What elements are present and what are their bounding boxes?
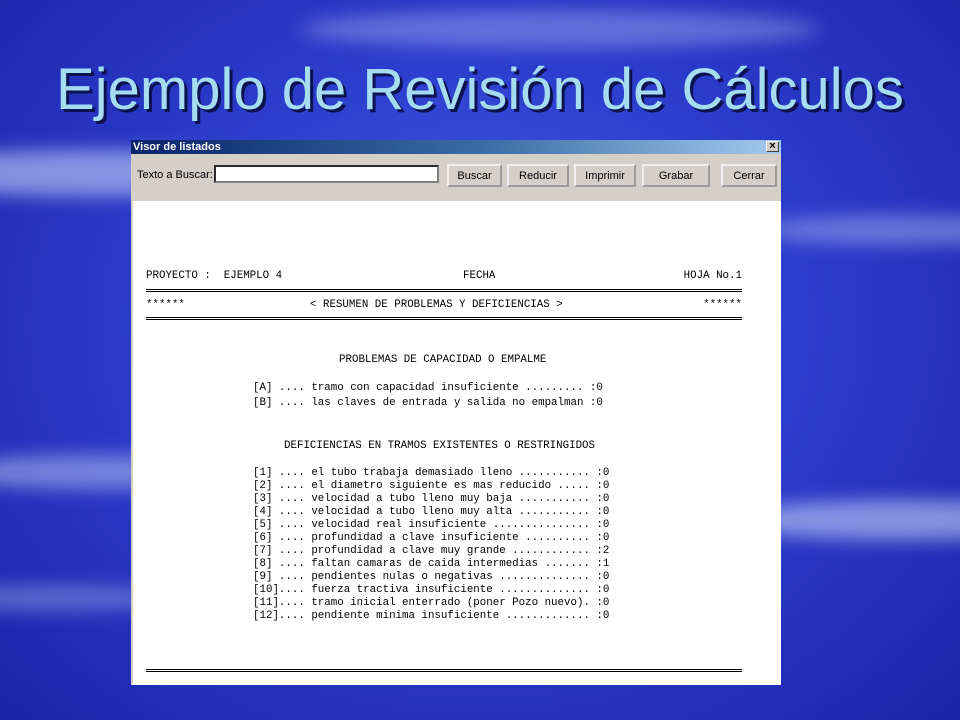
- deficiency-item: [11].... tramo inicial enterrado (poner Pozo nuevo). :0: [253, 597, 610, 609]
- deficiency-item: [8] .... faltan camaras de caida intermedias ....... :1: [253, 558, 610, 570]
- background-streak: [300, 10, 820, 48]
- summary-marker-left: ******: [146, 299, 185, 311]
- deficiency-item: [3] .... velocidad a tubo lleno muy baja ........... :0: [253, 493, 610, 505]
- sheet-number: HOJA No.1: [683, 270, 742, 282]
- deficiency-item: [6] .... profundidad a clave insuficiente .......... :0: [253, 532, 610, 544]
- deficiency-item: [1] .... el tubo trabaja demasiado lleno ........... :0: [253, 467, 610, 479]
- double-rule: [146, 317, 742, 320]
- deficiency-item: [10].... fuerza tractiva insuficiente .............. :0: [253, 584, 610, 596]
- reduce-button[interactable]: Reducir: [507, 164, 569, 187]
- deficiency-item: [9] .... pendientes nulas o negativas .............. :0: [253, 571, 610, 583]
- print-button[interactable]: Imprimir: [574, 164, 636, 187]
- slide-title: Ejemplo de Revisión de Cálculos: [56, 57, 904, 122]
- save-button[interactable]: Grabar: [642, 164, 710, 187]
- close-button[interactable]: Cerrar: [721, 164, 777, 187]
- deficiencies-heading: DEFICIENCIAS EN TRAMOS EXISTENTES O RESTRINGIDOS: [284, 440, 596, 452]
- search-input[interactable]: [214, 165, 439, 183]
- double-rule: [146, 289, 742, 292]
- double-rule: [146, 669, 742, 672]
- close-icon[interactable]: ×: [766, 141, 779, 152]
- search-label: Texto a Buscar:: [137, 169, 213, 181]
- summary-marker-right: ******: [703, 299, 742, 311]
- search-button[interactable]: Buscar: [447, 164, 502, 187]
- background-streak: [760, 215, 960, 245]
- window-titlebar[interactable]: [131, 140, 781, 154]
- listing-document[interactable]: [133, 201, 781, 685]
- date-label: FECHA: [463, 270, 496, 282]
- deficiency-item: [5] .... velocidad real insuficiente ............... :0: [253, 519, 610, 531]
- list-viewer-window: [131, 140, 781, 685]
- window-title: Visor de listados: [133, 141, 221, 153]
- deficiency-item: [12].... pendiente minima insuficiente ............. :0: [253, 610, 610, 622]
- summary-title: < RESUMEN DE PROBLEMAS Y DEFICIENCIAS >: [310, 299, 563, 311]
- problems-heading: PROBLEMAS DE CAPACIDAD O EMPALME: [339, 354, 547, 366]
- deficiency-item: [4] .... velocidad a tubo lleno muy alta ........... :0: [253, 506, 610, 518]
- deficiency-item: [7] .... profundidad a clave muy grande ............ :2: [253, 545, 610, 557]
- project-label: PROYECTO : EJEMPLO 4: [146, 270, 283, 282]
- problem-item: [A] .... tramo con capacidad insuficiente ......... :0: [253, 382, 603, 394]
- search-toolbar: [131, 154, 781, 201]
- problem-item: [B] .... las claves de entrada y salida no empalman :0: [253, 397, 603, 409]
- deficiency-item: [2] .... el diametro siguiente es mas reducido ..... :0: [253, 480, 610, 492]
